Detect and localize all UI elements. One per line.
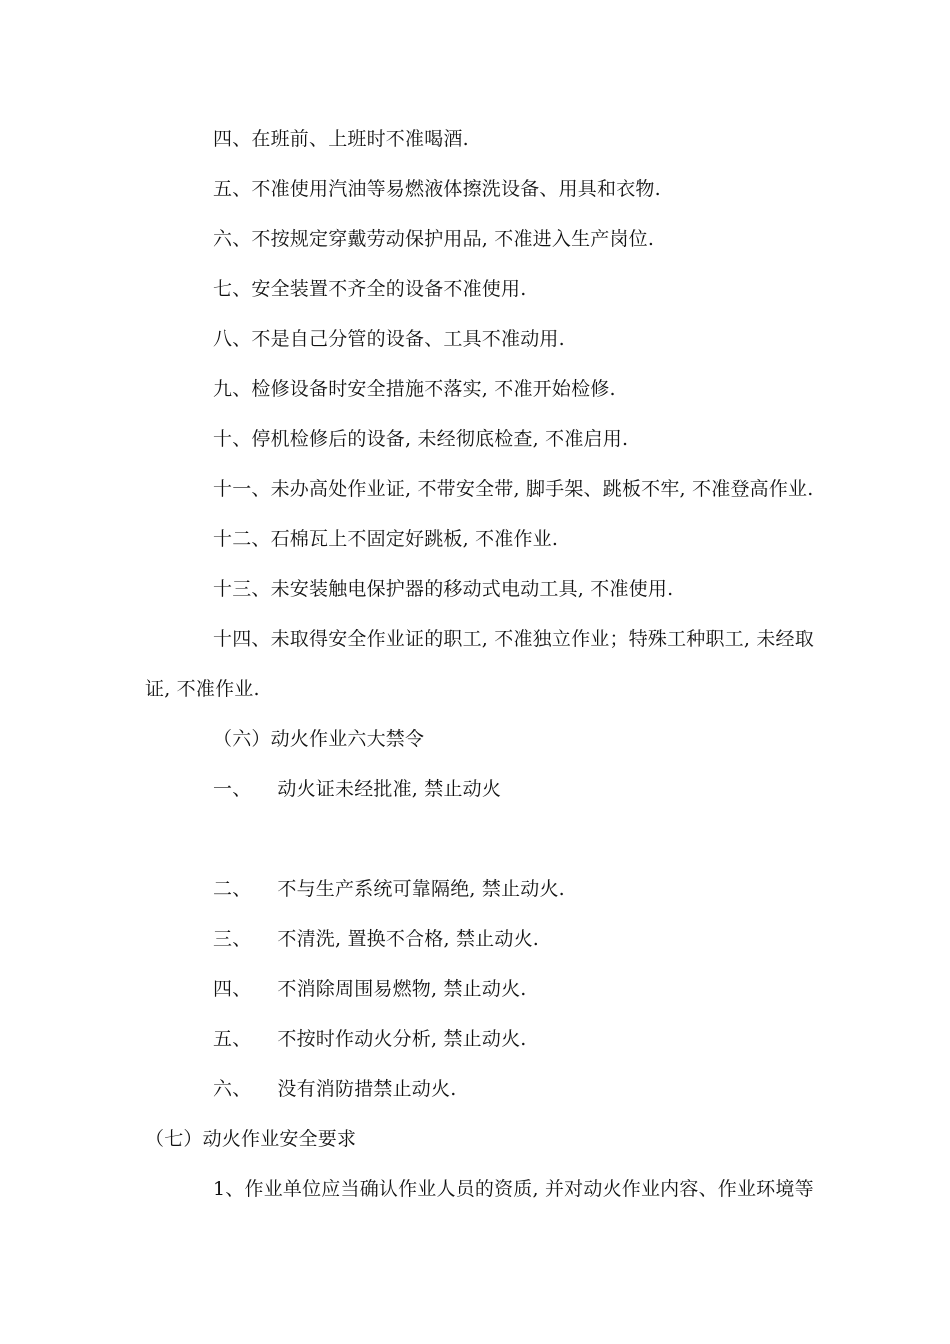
rule-line-8: 八、不是自己分管的设备、工具不准动用. [213, 328, 565, 350]
rule-line-14-continued: 证, 不准作业. [145, 678, 260, 700]
rule-line-12: 十二、石棉瓦上不固定好跳板, 不准作业. [213, 528, 559, 550]
item-text: 动火证未经批准, 禁止动火 [277, 778, 502, 800]
rule-line-13: 十三、未安装触电保护器的移动式电动工具, 不准使用. [213, 578, 674, 600]
rule-line-9: 九、检修设备时安全措施不落实, 不准开始检修. [213, 378, 616, 400]
rule-line-14: 十四、未取得安全作业证的职工, 不准独立作业；特殊工种职工, 未经取 [213, 628, 814, 650]
item-text: 没有消防措禁止动火. [277, 1078, 457, 1100]
fire-ban-item-4 [213, 977, 527, 1001]
item-text: 不与生产系统可靠隔绝, 禁止动火. [277, 878, 565, 900]
item-text: 不清洗, 置换不合格, 禁止动火. [277, 928, 540, 950]
rule-line-5: 五、不准使用汽油等易燃液体擦洗设备、用具和衣物. [213, 178, 661, 200]
item-number: 四、 [213, 978, 252, 1000]
rule-line-7: 七、安全装置不齐全的设备不准使用. [213, 278, 527, 300]
rule-line-11: 十一、未办高处作业证, 不带安全带, 脚手架、跳板不牢, 不准登高作业. [213, 478, 814, 500]
item-number: 二、 [213, 878, 252, 900]
item-number: 六、 [213, 1078, 252, 1100]
section-7-paragraph-1: 1、作业单位应当确认作业人员的资质, 并对动火作业内容、作业环境等 [213, 1178, 814, 1200]
rule-line-4: 四、在班前、上班时不准喝酒. [213, 128, 469, 150]
rule-line-6: 六、不按规定穿戴劳动保护用品, 不准进入生产岗位. [213, 228, 655, 250]
fire-ban-item-3 [213, 927, 539, 951]
rule-line-10: 十、停机检修后的设备, 未经彻底检查, 不准启用. [213, 428, 629, 450]
item-number: 五、 [213, 1028, 252, 1050]
fire-ban-item-5 [213, 1027, 527, 1051]
fire-ban-item-2 [213, 877, 565, 901]
item-number: 一、 [213, 778, 252, 800]
fire-ban-item-6 [213, 1077, 456, 1101]
item-number: 三、 [213, 928, 252, 950]
item-text: 不消除周围易燃物, 禁止动火. [277, 978, 527, 1000]
section-6-heading: （六）动火作业六大禁令 [213, 728, 425, 750]
item-text: 不按时作动火分析, 禁止动火. [277, 1028, 527, 1050]
section-7-heading: （七）动火作业安全要求 [145, 1128, 357, 1150]
fire-ban-item-1 [213, 777, 501, 801]
